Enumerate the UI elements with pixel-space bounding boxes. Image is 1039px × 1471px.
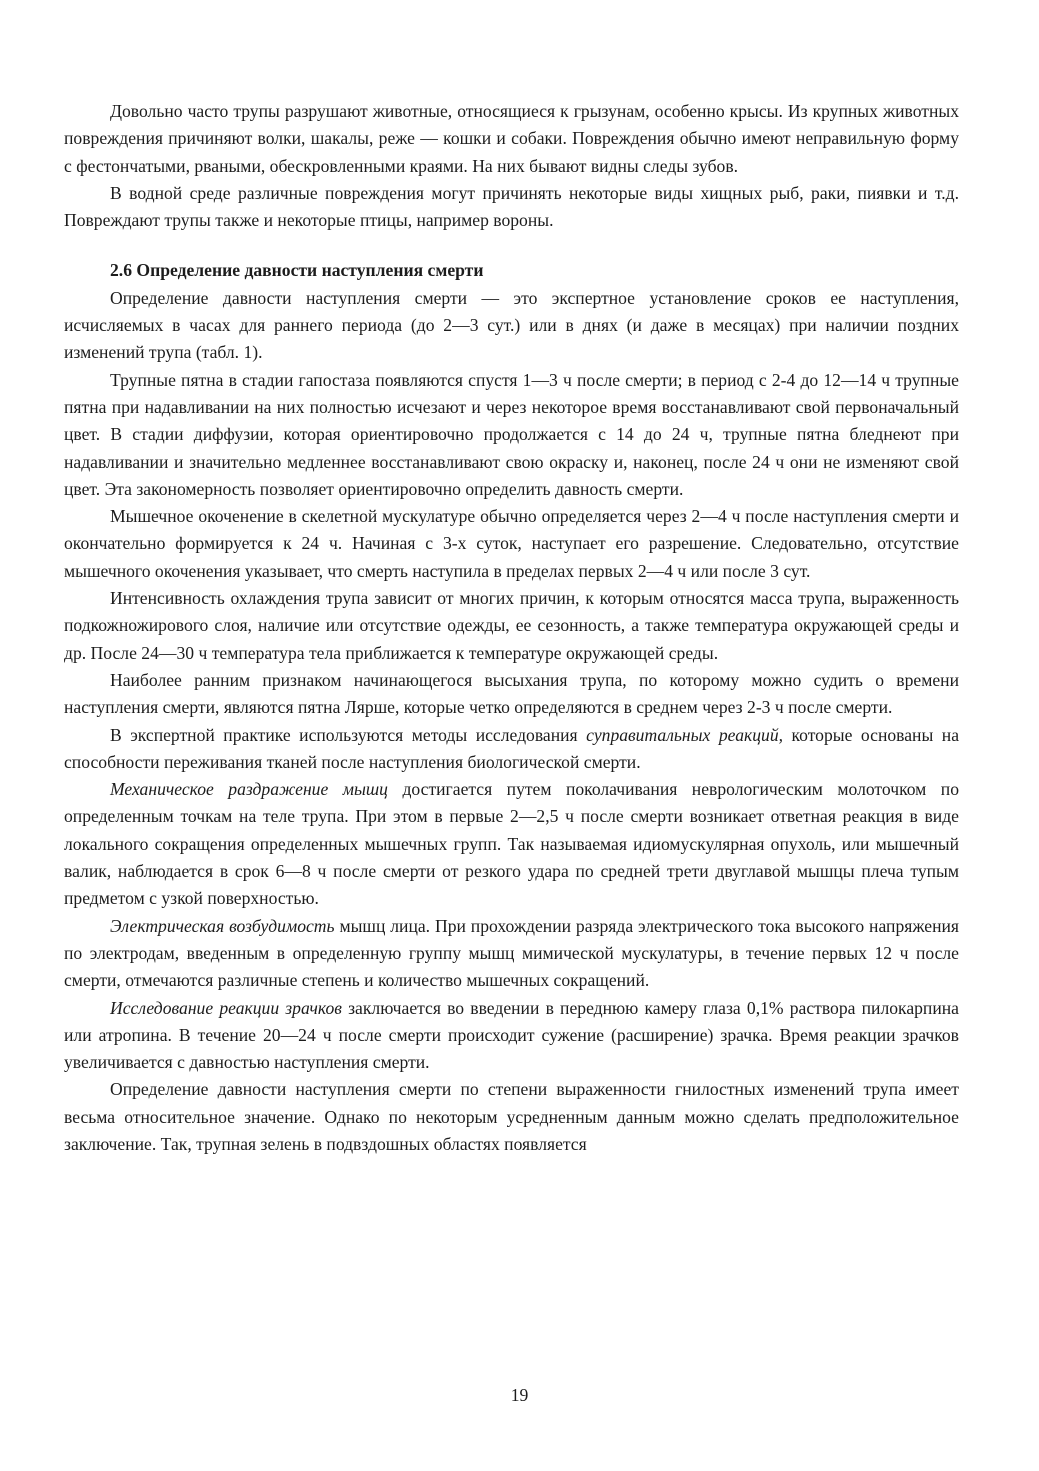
text-run: заключается во введении в переднюю камеру глаза 0,1% раствора пилокарпина или атропина. В течение 20—24 ч после смерти происходит сужение (расширение) зрачка. Время реакции зрачков увеличивается с давностью наступления смерти.: [64, 997, 959, 1073]
italic-term: Исследование реакции зрачков: [110, 997, 342, 1018]
text-run: мышц лица. При прохождении разряда электрического тока высокого напряжения по электродам, введенным в определенную группу мышц мимической мускулатуры, в течение первых 12 ч после смерти, отмечаются различные степень и количество мышечных сокращений.: [64, 915, 960, 991]
paragraph: [64, 995, 959, 1077]
paragraph: В водной среде различные повреждения могут причинять некоторые виды хищных рыб, раки, пиявки и т.д. Повреждают трупы также и некоторые птицы, например вороны.: [64, 182, 959, 231]
italic-term: суправитальных реакций,: [586, 724, 784, 745]
text-run: которые основаны на способности переживания тканей после наступления биологической смерти.: [64, 724, 959, 772]
italic-term: Электрическая возбудимость: [110, 915, 335, 936]
paragraph: Мышечное окоченение в скелетной мускулатуре обычно определяется через 2—4 ч после наступления смерти и окончательно формируется к 24 ч. Начиная с 3-х суток, наступает его разрешение. Следовательно, отсутствие мышечного окоченения указывает, что смерть наступила в пределах первых 2—4 ч или после 3 сут.: [64, 506, 959, 581]
paragraph: Наиболее ранним признаком начинающегося высыхания трупа, по которому можно судить о времени наступления смерти, являются пятна Лярше, которые четко определяются в среднем через 2-3 ч после смерти.: [64, 669, 959, 718]
paragraph: Интенсивность охлаждения трупа зависит от многих причин, к которым относятся масса трупа, выраженность подкожножирового слоя, наличие или отсутствие одежды, ее сезонность, а также температура окружающей среды и др. После 24—30 ч температура тела приближается к температуре окружающей среды.: [64, 588, 959, 663]
paragraph: [64, 913, 959, 995]
text-run: В экспертной практике используются методы исследования: [110, 724, 587, 745]
section-heading: 2.6 Определение давности наступления смерти: [110, 260, 484, 281]
italic-term: Механическое раздражение мышц: [110, 779, 388, 800]
text-run: достигается путем поколачивания неврологическим молоточком по определенным точкам на теле трупа. При этом в первые 2—2,5 ч после смерти возникает ответная реакция в виде локального сокращения определенных мышечных групп. Так называемая идиомускулярная опухоль, или мышечный валик, наблюдается в срок 6—8 ч после смерти от резкого удара по средней трети двуглавой мышцы плеча тупым предметом с узкой поверхностью.: [64, 779, 959, 909]
paragraph: Определение давности наступления смерти — это экспертное установление сроков ее наступления, исчисляемых в часах для раннего периода (до 2—3 сут.) или в днях (и даже в месяцах) при наличии поздних изменений трупа (табл. 1).: [64, 287, 959, 363]
paragraph: Определение давности наступления смерти по степени выраженности гнилостных изменений трупа имеет весьма относительное значение. Однако по некоторым усредненным данным можно сделать предположительное заключение. Так, трупная зелень в подвздошных областях появляется: [64, 1079, 959, 1154]
paragraph: Довольно часто трупы разрушают животные, относящиеся к грызунам, особенно крысы. Из крупных животных повреждения причиняют волки, шакалы, реже — кошки и собаки. Повреждения обычно имеют неправильную форму с фестончатыми, рваными, обескровленными краями. На них бывают видны следы зубов.: [64, 101, 959, 176]
paragraph: [64, 722, 959, 777]
page-body: [64, 98, 959, 1158]
paragraph: Трупные пятна в стадии гапостаза появляются спустя 1—3 ч после смерти; в период с 2-4 до 12—14 ч трупные пятна при надавливании на них полностью исчезают и через некоторое время восстанавливают свой первоначальный цвет. В стадии диффузии, которая ориентировочно продолжается с 14 до 24 ч, трупные пятна бледнеют при надавливании и значительно медленнее восстанавливают свою окраску и, наконец, после 24 ч они не изменяют свой цвет. Эта закономерность позволяет ориентировочно определить давность смерти.: [64, 369, 959, 499]
paragraph: [64, 776, 959, 912]
page-number: 19: [510, 1385, 529, 1405]
